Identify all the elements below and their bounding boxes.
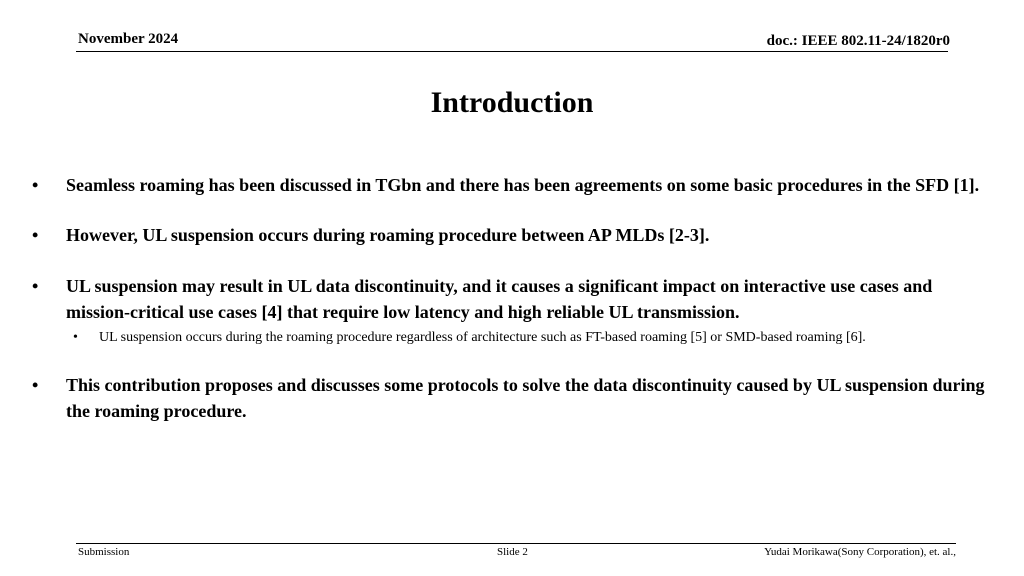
- sub-bullet-marker: •: [73, 330, 78, 345]
- footer-submission: Submission: [78, 546, 130, 558]
- bullet-item: [30, 222, 998, 248]
- footer-author: Yudai Morikawa(Sony Corporation), et. al.,: [764, 546, 956, 558]
- footer-slide-number: Slide 2: [497, 546, 528, 558]
- bullet-item: [30, 273, 998, 325]
- bullet-text: UL suspension may result in UL data discontinuity, and it causes a significant impact on interactive use cases and mission-critical use cases [4] that require low latency and high reliable UL transmission.: [66, 276, 933, 322]
- sub-bullet-item: [30, 328, 998, 348]
- bullet-marker: •: [32, 225, 39, 245]
- slide-title: Introduction: [430, 86, 594, 119]
- bullet-item: [30, 172, 998, 198]
- bullet-text: However, UL suspension occurs during roaming procedure between AP MLDs [2-3].: [66, 225, 710, 245]
- footer-divider: [76, 543, 956, 544]
- header-date: November 2024: [78, 31, 179, 47]
- bullet-item: [30, 372, 998, 424]
- header-doc-id: doc.: IEEE 802.11-24/1820r0: [766, 33, 950, 49]
- bullet-marker: •: [32, 175, 39, 195]
- bullet-marker: •: [32, 276, 39, 296]
- bullet-marker: •: [32, 375, 39, 395]
- slide-body: [30, 172, 998, 424]
- bullet-text: Seamless roaming has been discussed in TGbn and there has been agreements on some basic procedures in the SFD [1].: [66, 175, 980, 195]
- bullet-text: This contribution proposes and discusses some protocols to solve the data discontinuity caused by UL suspension during the roaming procedure.: [66, 375, 985, 421]
- sub-bullet-text: UL suspension occurs during the roaming procedure regardless of architecture such as FT-based roaming [5] or SMD-based roaming [6].: [99, 330, 866, 345]
- header-divider: [76, 51, 948, 52]
